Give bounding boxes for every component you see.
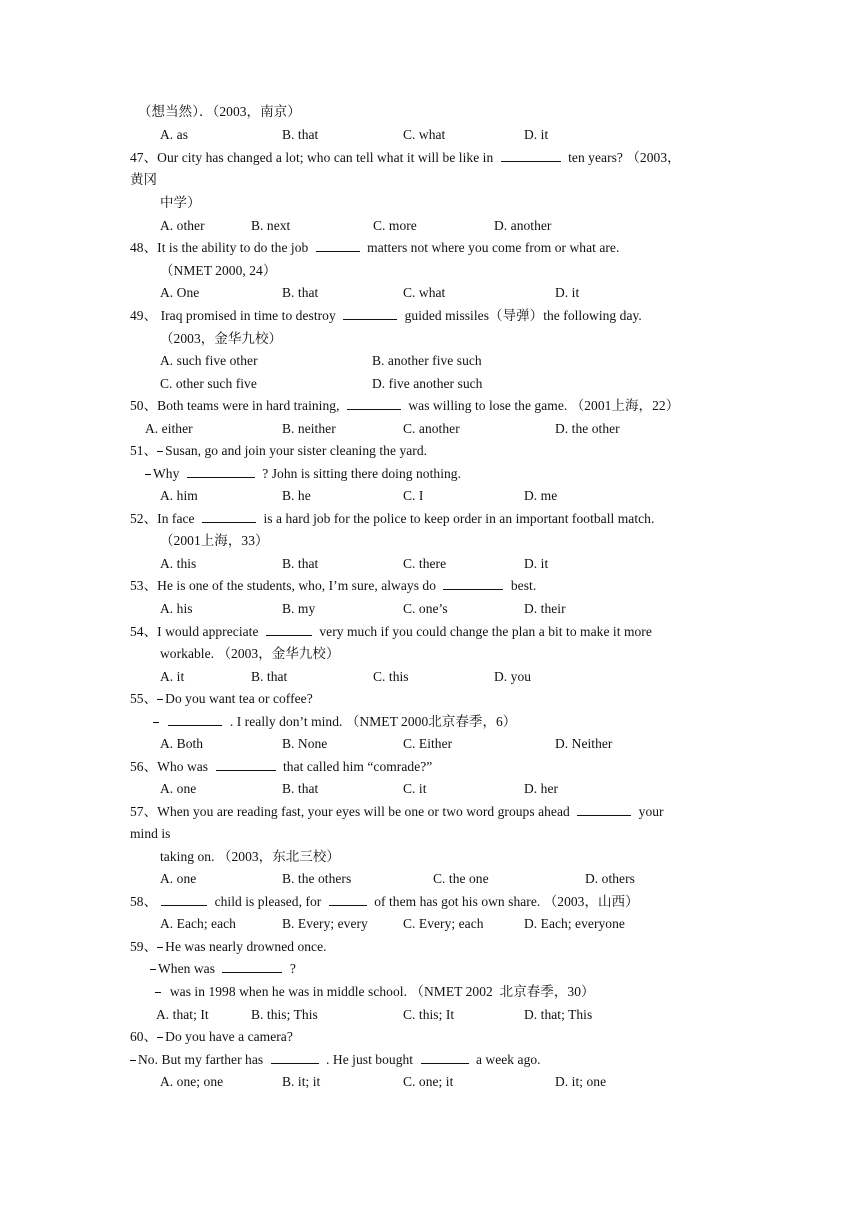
text-line: [130, 893, 639, 911]
text-line: [130, 397, 679, 415]
answer-blank: [187, 465, 255, 478]
line-text: 中学）: [160, 195, 201, 210]
answer-option: B. he: [282, 488, 311, 503]
line-text: ten years? （2003，: [564, 150, 681, 165]
answer-option: A. other: [160, 218, 205, 233]
text-line: [130, 577, 536, 595]
answer-option: B. another five such: [372, 353, 482, 368]
answer-option: B. that: [282, 556, 319, 571]
answer-option: A. him: [160, 488, 198, 503]
line-text: very much if you could change the plan a bit to make it more: [315, 624, 652, 639]
answer-option: A. one: [160, 781, 197, 796]
text-line: [130, 938, 327, 956]
text-line: [130, 171, 157, 189]
answer-blank: [347, 397, 401, 410]
line-text: mind is: [130, 826, 171, 841]
text-line: [130, 442, 427, 460]
text-line: [130, 149, 681, 167]
line-text: Why: [153, 466, 183, 481]
line-text: 51、: [130, 443, 158, 458]
line-text: （NMET 2000, 24）: [160, 263, 277, 278]
answer-option: C. the one: [433, 871, 489, 886]
line-text: ? John is sitting there doing nothing.: [258, 466, 462, 481]
text-line: [130, 803, 664, 821]
answer-blank: [216, 758, 276, 771]
answer-blank: [577, 803, 631, 816]
answer-option: B. that: [251, 669, 288, 684]
line-text: 48、It is the ability to do the job: [130, 240, 312, 255]
text-line: [130, 825, 170, 843]
answer-option: A. One: [160, 285, 200, 300]
answer-option: C. what: [403, 285, 446, 300]
answer-option: D. you: [494, 669, 532, 684]
line-text: matters not where you come from or what are.: [363, 240, 620, 255]
line-text: is a hard job for the police to keep order in an important football match.: [260, 511, 655, 526]
answer-option: C. Every; each: [403, 916, 484, 931]
answer-blank: [329, 893, 367, 906]
answer-option: D. Each; everyone: [524, 916, 625, 931]
line-text: taking on. （2003，东北三校）: [160, 849, 340, 864]
answer-blank: [443, 577, 503, 590]
answer-option: B. None: [282, 736, 328, 751]
line-text: 52、In face: [130, 511, 199, 526]
answer-option: D. her: [524, 781, 559, 796]
dialogue-dash: [153, 722, 159, 723]
line-text: 黄冈: [130, 172, 158, 187]
answer-option: D. the other: [555, 421, 620, 436]
line-text: [161, 714, 164, 729]
answer-option: B. this; This: [251, 1007, 318, 1022]
line-text: child is pleased, for: [211, 894, 325, 909]
answer-option: B. that: [282, 781, 319, 796]
answer-option: C. another: [403, 421, 460, 436]
line-text: Do you want tea or coffee?: [165, 691, 313, 706]
line-text: ?: [286, 961, 296, 976]
line-text: 53、He is one of the students, who, I’m sure, always do: [130, 578, 440, 593]
line-text: 54、I would appreciate: [130, 624, 262, 639]
answer-option: A. Each; each: [160, 916, 236, 931]
text-line: [130, 1051, 541, 1069]
text-line: [145, 465, 461, 483]
line-text: No. But my farther has: [138, 1052, 267, 1067]
answer-option: D. it: [524, 556, 549, 571]
text-line: [130, 239, 619, 257]
answer-blank: [343, 307, 397, 320]
text-line: [130, 307, 642, 325]
answer-option: C. what: [403, 127, 446, 142]
line-text: 56、Who was: [130, 759, 212, 774]
answer-option: A. such five other: [160, 353, 258, 368]
line-text: workable. （2003，金华九校）: [160, 646, 340, 661]
text-line: [130, 623, 652, 641]
line-text: was willing to lose the game. （2001上海，22）: [404, 398, 680, 413]
answer-option: D. it; one: [555, 1074, 607, 1089]
answer-blank: [202, 510, 256, 523]
dialogue-dash: [157, 699, 163, 700]
line-text: 50、Both teams were in hard training,: [130, 398, 343, 413]
answer-option: B. my: [282, 601, 316, 616]
answer-option: B. that: [282, 127, 319, 142]
text-line: [155, 983, 595, 1001]
answer-option: B. the others: [282, 871, 352, 886]
dialogue-dash: [157, 451, 163, 452]
answer-blank: [316, 239, 360, 252]
answer-option: A. one; one: [160, 1074, 224, 1089]
line-text: 58、: [130, 894, 158, 909]
line-text: （想当然）．（2003，南京）: [138, 104, 301, 119]
answer-option: B. neither: [282, 421, 336, 436]
answer-option: C. it: [403, 781, 427, 796]
line-text: 59、: [130, 939, 158, 954]
answer-option: A. one: [160, 871, 197, 886]
answer-blank: [161, 893, 207, 906]
line-text: 47、Our city has changed a lot; who can tell what it will be like in: [130, 150, 497, 165]
text-line: [160, 645, 340, 663]
dialogue-dash: [155, 992, 161, 993]
line-text: your: [635, 804, 664, 819]
line-text: a week ago.: [472, 1052, 541, 1067]
text-line: [160, 848, 340, 866]
text-line: [160, 194, 201, 212]
text-line: [160, 532, 269, 550]
line-text: best.: [507, 578, 537, 593]
answer-blank: [168, 713, 222, 726]
dialogue-dash: [130, 1060, 136, 1061]
dialogue-dash: [157, 1037, 163, 1038]
answer-option: D. others: [585, 871, 635, 886]
answer-option: A. his: [160, 601, 193, 616]
dialogue-dash: [157, 947, 163, 948]
line-text: （2003，金华九校）: [160, 331, 283, 346]
answer-option: A. that; It: [156, 1007, 209, 1022]
answer-option: C. I: [403, 488, 424, 503]
text-line: [138, 103, 301, 121]
answer-option: C. there: [403, 556, 447, 571]
answer-blank: [271, 1051, 319, 1064]
answer-option: C. Either: [403, 736, 453, 751]
answer-blank: [222, 960, 282, 973]
answer-blank: [266, 623, 312, 636]
answer-blank: [501, 149, 561, 162]
line-text: of them has got his own share. （2003，山西）: [370, 894, 639, 909]
line-text: guided missiles（导弹）the following day.: [401, 308, 642, 323]
answer-option: D. five another such: [372, 376, 483, 391]
text-line: [130, 510, 654, 528]
line-text: Susan, go and join your sister cleaning the yard.: [165, 443, 428, 458]
answer-option: C. more: [373, 218, 417, 233]
line-text: that called him “comrade?”: [279, 759, 433, 774]
line-text: 49、 Iraq promised in time to destroy: [130, 308, 340, 323]
text-line: [153, 713, 516, 731]
answer-option: C. one’s: [403, 601, 448, 616]
answer-option: D. that; This: [524, 1007, 593, 1022]
answer-option: C. this; It: [403, 1007, 455, 1022]
answer-option: A. Both: [160, 736, 204, 751]
dialogue-dash: [150, 969, 156, 970]
answer-option: A. as: [160, 127, 188, 142]
answer-option: B. it; it: [282, 1074, 321, 1089]
answer-option: A. this: [160, 556, 197, 571]
text-line: [160, 262, 276, 280]
answer-option: B. that: [282, 285, 319, 300]
answer-option: D. it: [555, 285, 580, 300]
answer-option: B. next: [251, 218, 291, 233]
answer-option: A. either: [145, 421, 193, 436]
answer-option: D. me: [524, 488, 558, 503]
text-line: [130, 1028, 293, 1046]
answer-option: C. other such five: [160, 376, 257, 391]
line-text: . I really don’t mind. （NMET 2000北京春季，6）: [226, 714, 517, 729]
line-text: . He just bought: [322, 1052, 417, 1067]
line-text: 60、: [130, 1029, 158, 1044]
answer-option: C. this: [373, 669, 409, 684]
line-text: was in 1998 when he was in middle school. （NMET 2002 北京春季，30）: [163, 984, 595, 999]
answer-option: D. their: [524, 601, 566, 616]
text-line: [150, 960, 296, 978]
text-line: [160, 330, 282, 348]
answer-option: D. another: [494, 218, 552, 233]
text-line: [130, 758, 432, 776]
line-text: He was nearly drowned once.: [165, 939, 327, 954]
answer-option: D. it: [524, 127, 549, 142]
line-text: Do you have a camera?: [165, 1029, 293, 1044]
line-text: （2001上海，33）: [160, 533, 269, 548]
answer-option: C. one; it: [403, 1074, 454, 1089]
answer-option: B. Every; every: [282, 916, 368, 931]
text-line: [130, 690, 313, 708]
answer-blank: [421, 1051, 469, 1064]
dialogue-dash: [145, 474, 151, 475]
line-text: 55、: [130, 691, 158, 706]
line-text: 57、When you are reading fast, your eyes will be one or two word groups ahead: [130, 804, 574, 819]
answer-option: D. Neither: [555, 736, 613, 751]
answer-option: A. it: [160, 669, 185, 684]
line-text: When was: [158, 961, 219, 976]
